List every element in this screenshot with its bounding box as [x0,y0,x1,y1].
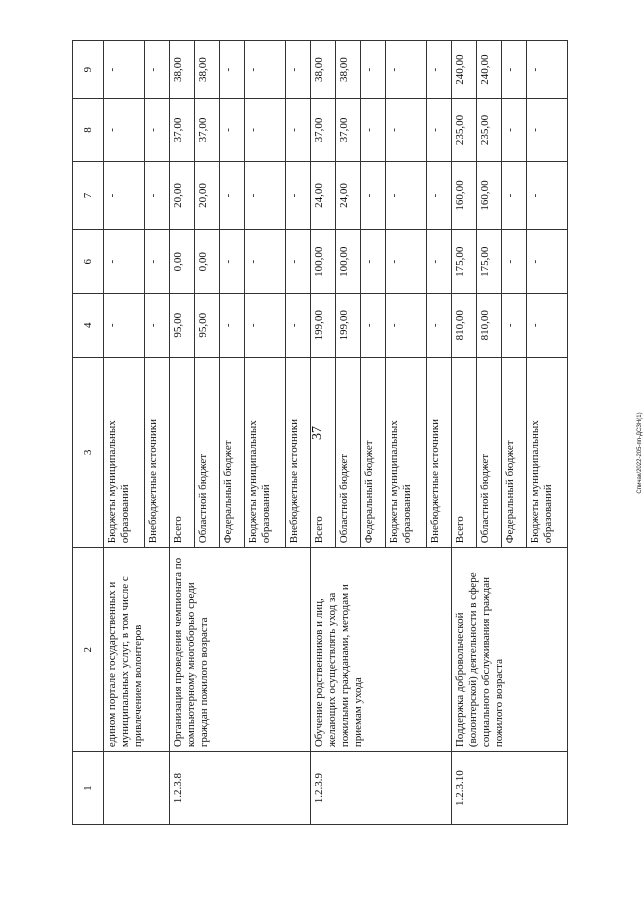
value-2024: - [145,99,170,161]
column-header-2: 2 [73,548,104,752]
value-total: - [386,293,427,357]
value-total: 95,00 [170,293,195,357]
value-2022: - [286,230,311,294]
value-2023: - [286,161,311,230]
value-2023: 24,00 [311,161,336,230]
value-2025: 38,00 [311,41,336,99]
value-2022: 0,00 [170,230,195,294]
value-2022: - [220,230,245,294]
value-total: - [286,293,311,357]
document-code: Спичак/2022-205-пп-ДСЗН(1) [637,412,643,494]
value-2023: - [104,161,145,230]
column-header-6: 6 [73,230,104,294]
value-2025: - [502,41,527,99]
value-total: - [145,293,170,357]
funding-source: Всего [170,357,195,548]
value-2024: 37,00 [195,99,220,161]
value-2024: - [220,99,245,161]
rotated-table-area [72,40,577,825]
column-header-7: 7 [73,161,104,230]
funding-source: Внебюджетные источники [145,357,170,548]
value-2025: - [145,41,170,99]
value-2023: 160,00 [452,161,477,230]
value-2022: 175,00 [477,230,502,294]
funding-source: Внебюджетные источники [286,357,311,548]
value-2023: 20,00 [170,161,195,230]
value-total: 199,00 [336,293,361,357]
value-total: 199,00 [311,293,336,357]
funding-source: Внебюджетные источники [427,357,452,548]
value-total: - [220,293,245,357]
table-row [170,41,195,825]
value-2023: - [145,161,170,230]
table-row [311,41,336,825]
funding-source: Бюджеты муниципальных образований [386,357,427,548]
value-2023: - [502,161,527,230]
value-2022: - [361,230,386,294]
funding-source: Федеральный бюджет [220,357,245,548]
value-total: 810,00 [477,293,502,357]
column-header-3: 3 [73,357,104,548]
value-2022: 100,00 [336,230,361,294]
value-2023: 160,00 [477,161,502,230]
value-2023: - [361,161,386,230]
value-total: - [527,293,568,357]
measure-code [104,752,170,825]
value-2025: - [220,41,245,99]
value-2023: - [527,161,568,230]
funding-source: Бюджеты муниципальных образований [245,357,286,548]
column-header-9: 9 [73,41,104,99]
value-2024: 37,00 [336,99,361,161]
value-2024: - [361,99,386,161]
value-2025: 240,00 [452,41,477,99]
value-2025: - [245,41,286,99]
table-row [452,41,477,825]
value-2024: 37,00 [170,99,195,161]
funding-source: Федеральный бюджет [361,357,386,548]
value-2023: - [245,161,286,230]
value-2022: 0,00 [195,230,220,294]
value-2025: 240,00 [477,41,502,99]
value-2024: 37,00 [311,99,336,161]
measure-code: 1.2.3.10 [452,752,568,825]
value-total: - [104,293,145,357]
value-2023: 20,00 [195,161,220,230]
value-2023: - [427,161,452,230]
funding-source: Всего [452,357,477,548]
column-number-row [73,41,104,825]
value-2025: - [361,41,386,99]
value-2022: - [145,230,170,294]
table-row [104,41,145,825]
value-2022: - [245,230,286,294]
value-2025: - [286,41,311,99]
value-2024: - [502,99,527,161]
value-2024: - [286,99,311,161]
measure-name: Обучение родственников и лиц, желающих осуществлять уход за пожилыми гражданами, методам и приемам ухода [311,548,452,752]
value-2022: 175,00 [452,230,477,294]
value-2022: 100,00 [311,230,336,294]
value-total: - [502,293,527,357]
budget-table [72,40,568,825]
rotated-table-frame [72,40,577,825]
value-2024: - [527,99,568,161]
value-2024: 235,00 [452,99,477,161]
page-number: 37 [310,426,325,440]
value-2022: - [427,230,452,294]
value-2022: - [527,230,568,294]
funding-source: Областной бюджет [336,357,361,548]
measure-code: 1.2.3.8 [170,752,311,825]
value-2024: - [245,99,286,161]
measure-name: Поддержка добровольческой (волонтерской) деятельности в сфере социального обслуживания граждан пожилого возраста [452,548,568,752]
column-header-8: 8 [73,99,104,161]
funding-source: Бюджеты муниципальных образований [104,357,145,548]
value-2022: - [386,230,427,294]
funding-source: Всего [311,357,336,548]
value-2025: 38,00 [195,41,220,99]
value-2025: - [527,41,568,99]
value-2023: - [220,161,245,230]
column-header-4: 4 [73,293,104,357]
value-total: - [427,293,452,357]
measure-name: Организация проведения чемпионата по компьютерному многоборью среди граждан пожилого возраста [170,548,311,752]
value-2025: - [427,41,452,99]
value-2024: - [104,99,145,161]
value-2024: - [386,99,427,161]
measure-code: 1.2.3.9 [311,752,452,825]
value-2025: - [386,41,427,99]
funding-source: Федеральный бюджет [502,357,527,548]
funding-source: Бюджеты муниципальных образований [527,357,568,548]
value-total: - [245,293,286,357]
funding-source: Областной бюджет [477,357,502,548]
value-total: 95,00 [195,293,220,357]
funding-source: Областной бюджет [195,357,220,548]
value-2024: - [427,99,452,161]
budget-table-body [73,41,568,825]
measure-name: едином портале государственных и муниципальных услуг, в том числе с привлечением волонтеров [104,548,170,752]
value-2025: 38,00 [336,41,361,99]
value-2025: - [104,41,145,99]
value-total: 810,00 [452,293,477,357]
value-total: - [361,293,386,357]
value-2022: - [502,230,527,294]
value-2024: 235,00 [477,99,502,161]
column-header-1: 1 [73,752,104,825]
value-2022: - [104,230,145,294]
value-2023: - [386,161,427,230]
value-2023: 24,00 [336,161,361,230]
value-2025: 38,00 [170,41,195,99]
